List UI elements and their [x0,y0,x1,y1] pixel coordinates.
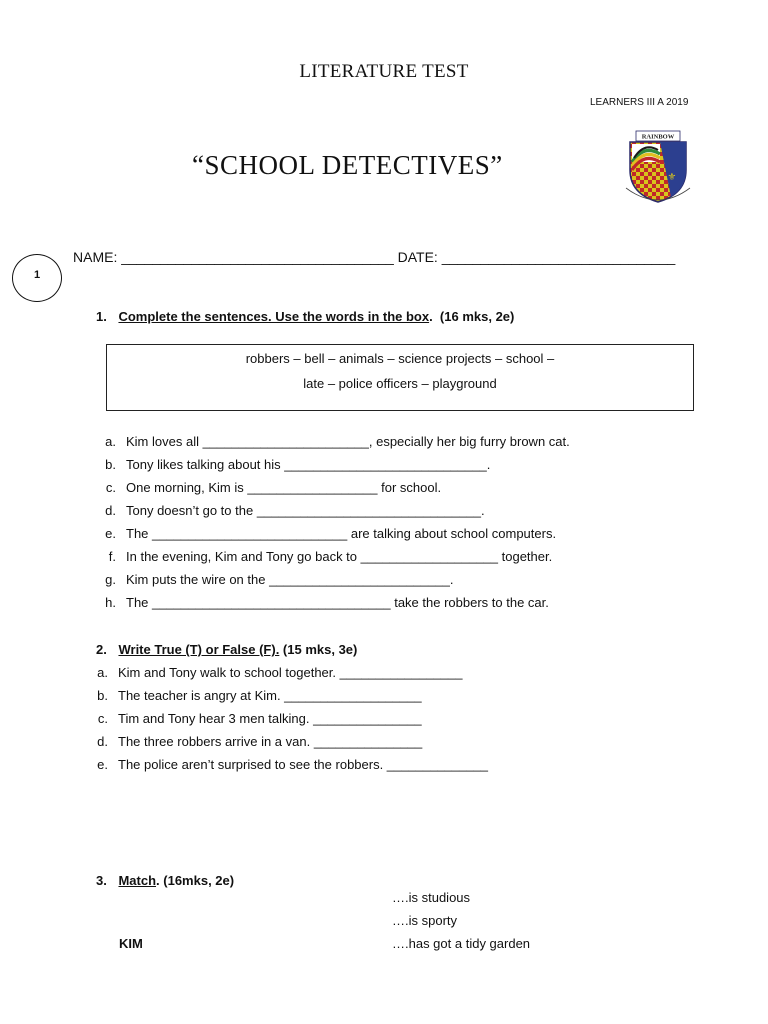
word-box [106,344,694,411]
q1-item-marker: h. [105,595,116,610]
q3-option-1[interactable]: ….is studious [392,890,471,905]
logo-text: RAINBOW [641,133,675,141]
q3-instruction: Match [118,873,157,888]
q2-heading [96,642,357,657]
q1-item-marker: g. [105,572,116,587]
q1-item-text: The ___________________________ are talking about school computers. [126,526,557,541]
q3-name-kim[interactable]: KIM [119,936,143,951]
q2-item-text: The teacher is angry at Kim. ___________________ [118,688,422,703]
q3-number: 3. [96,873,107,888]
q1-item-text: Tony likes talking about his ____________________________. [126,457,491,472]
svg-text:⚜: ⚜ [667,172,677,183]
q2-item-marker: b. [97,688,108,703]
q2-item-marker: c. [97,711,108,726]
q2-item-text: The three robbers arrive in a van. _______________ [118,734,423,749]
page-number: 1 [33,269,41,281]
q2-instruction: Write True (T) or False (F). [118,642,280,657]
q2-item-text: Tim and Tony hear 3 men talking. _______________ [118,711,422,726]
name-date-line[interactable]: NAME: ___________________________________ DATE: ______________________________ [73,249,676,265]
q2-item-text: Kim and Tony walk to school together. _________________ [118,665,463,680]
q3-option-3[interactable]: ….has got a tidy garden [392,936,531,951]
q3-marks: . (16mks, 2e) [156,873,235,888]
q2-item-text: The police aren’t surprised to see the robbers. ______________ [118,757,489,772]
q2-item-marker: e. [97,757,108,772]
page-number-circle [12,254,62,302]
q1-item-marker: c. [105,480,116,495]
test-title: LITERATURE TEST [299,61,469,82]
q1-item-text: In the evening, Kim and Tony go back to ___________________ together. [126,549,553,564]
q1-item-marker: f. [108,549,116,564]
q2-item-marker: d. [97,734,108,749]
q1-item-marker: e. [105,526,116,541]
q1-item-text: Kim puts the wire on the _________________________. [126,572,454,587]
word-box-line-2: late – police officers – playground [303,376,497,391]
q1-instruction: Complete the sentences. Use the words in the box [118,309,430,324]
q2-number: 2. [96,642,107,657]
q1-item-marker: d. [105,503,116,518]
class-label: LEARNERS III A 2019 [590,97,689,108]
q1-item-text: Tony doesn’t go to the _______________________________. [126,503,485,518]
q2-item-marker: a. [97,665,108,680]
q1-marks: . (16 mks, 2e) [429,309,515,324]
q1-item-text: One morning, Kim is __________________ for school. [126,480,442,495]
q1-item-text: Kim loves all _______________________, especially her big furry brown cat. [126,434,570,449]
q3-option-2[interactable]: ….is sporty [392,913,458,928]
story-title: “SCHOOL DETECTIVES” [192,150,503,180]
q1-item-text: The _________________________________ take the robbers to the car. [126,595,549,610]
q1-number: 1. [96,309,107,324]
school-crest-logo [620,128,696,208]
q1-item-marker: a. [105,434,116,449]
q1-heading [96,309,514,324]
q1-item-marker: b. [105,457,116,472]
q2-marks: (15 mks, 3e) [279,642,358,657]
q3-heading [96,873,234,888]
word-box-line-1: robbers – bell – animals – science projects – school – [245,351,555,366]
